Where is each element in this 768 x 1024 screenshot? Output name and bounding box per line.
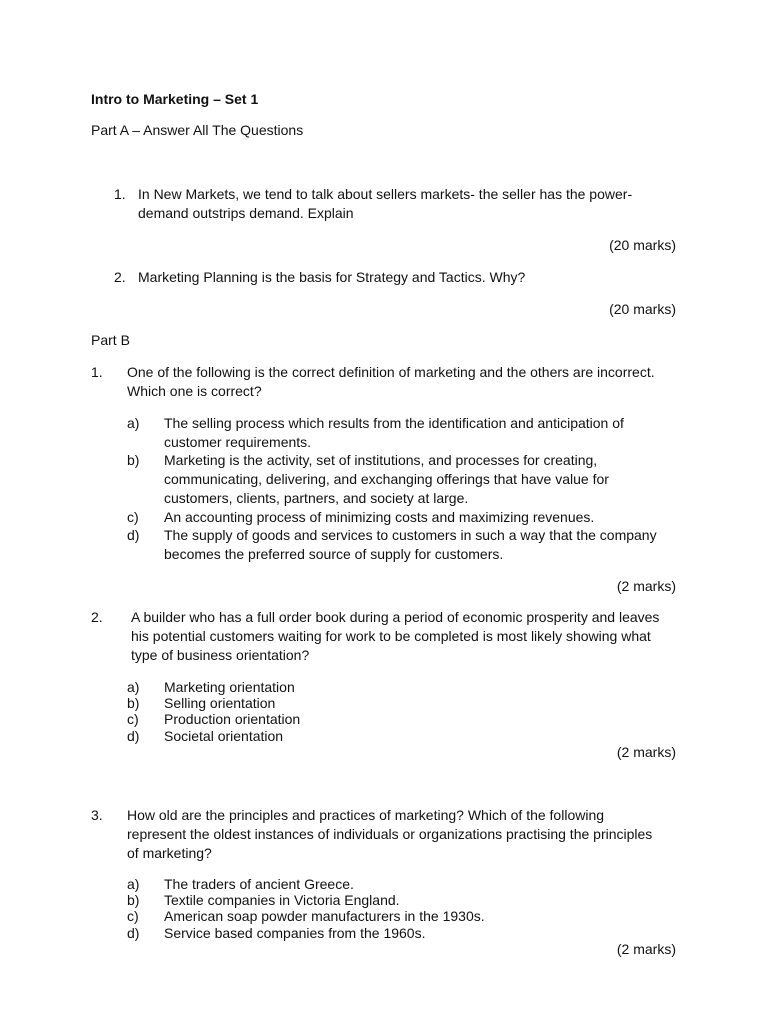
part-b-q1-option-d-letter: d) xyxy=(127,527,140,543)
part-a-q1-marks: (20 marks) xyxy=(609,237,676,253)
part-b-q1-text: One of the following is the correct definition of marketing and the others are incorrect. Which one is correct? xyxy=(127,364,655,399)
part-b-q2-text: A builder who has a full order book during a period of economic prosperity and leaves his potential customers waiting for work to be completed is most likely showing what type of business orientation? xyxy=(131,609,660,663)
part-b-q2-option-b-letter: b) xyxy=(127,695,140,711)
part-b-q2-option-c-letter: c) xyxy=(127,711,139,727)
part-b-q3-option-c-letter: c) xyxy=(127,908,139,924)
part-b-q1-option-a-text: The selling process which results from the identification and anticipation of customer requirements. xyxy=(164,415,624,450)
part-b-q2-text-line1 xyxy=(131,608,671,665)
part-b-q3-marks: (2 marks) xyxy=(616,941,676,957)
part-b-q3-text: How old are the principles and practices of marketing? Which of the following represent the oldest instances of individuals or organizations practising the principles of marketing? xyxy=(127,807,653,861)
part-b-q2-number: 2. xyxy=(91,609,103,625)
part-b-q1-option-a-letter: a) xyxy=(127,415,140,431)
document-title: Intro to Marketing – Set 1 xyxy=(91,91,259,107)
part-b-q1-option-c-letter: c) xyxy=(127,509,139,525)
part-b-q2-marks: (2 marks) xyxy=(616,744,676,760)
part-b-q1-option-b-letter: b) xyxy=(127,452,140,468)
part-b-q3-option-b-letter: b) xyxy=(127,892,140,908)
part-b-heading: Part B xyxy=(91,332,130,348)
part-a-heading: Part A – Answer All The Questions xyxy=(91,122,304,138)
part-b-q3-number: 3. xyxy=(91,807,103,823)
part-a-q2-marks: (20 marks) xyxy=(609,301,676,317)
part-b-q3-option-c-text: American soap powder manufacturers in the 1930s. xyxy=(164,908,485,924)
part-b-q1-marks: (2 marks) xyxy=(616,578,676,594)
part-b-q3-option-d-letter: d) xyxy=(127,925,140,941)
part-b-q2-option-d-text: Societal orientation xyxy=(164,728,284,744)
part-b-q1-option-c-text: An accounting process of minimizing costs and maximizing revenues. xyxy=(164,509,595,525)
part-a-q2-text: Marketing Planning is the basis for Strategy and Tactics. Why? xyxy=(138,269,526,285)
part-b-q3-option-a-letter: a) xyxy=(127,876,140,892)
part-b-q1-option-d-text: The supply of goods and services to customers in such a way that the company becomes the preferred source of supply for customers. xyxy=(164,527,657,562)
part-b-q3-option-b-text: Textile companies in Victoria England. xyxy=(164,892,400,908)
part-b-q2-option-c-text: Production orientation xyxy=(164,711,301,727)
part-b-q2-option-a-letter: a) xyxy=(127,679,140,695)
part-b-q1-number: 1. xyxy=(91,364,103,380)
part-a-q2-number: 2. xyxy=(114,269,126,285)
part-b-q2-option-a-text: Marketing orientation xyxy=(164,679,295,695)
part-b-q2-option-d-letter: d) xyxy=(127,728,140,744)
part-b-q1-option-b-text: Marketing is the activity, set of institutions, and processes for creating, communicating, delivering, and exchanging offerings that have value for customers, clients, partners, and society at large. xyxy=(164,452,609,506)
part-a-q1-number: 1. xyxy=(114,186,126,202)
part-b-q3-option-a-text: The traders of ancient Greece. xyxy=(164,876,354,892)
part-a-q1-text: In New Markets, we tend to talk about sellers markets- the seller has the power- demand outstrips demand. Explain xyxy=(138,186,633,221)
part-b-q2-option-b-text: Selling orientation xyxy=(164,695,276,711)
part-b-q3-option-d-text: Service based companies from the 1960s. xyxy=(164,925,426,941)
